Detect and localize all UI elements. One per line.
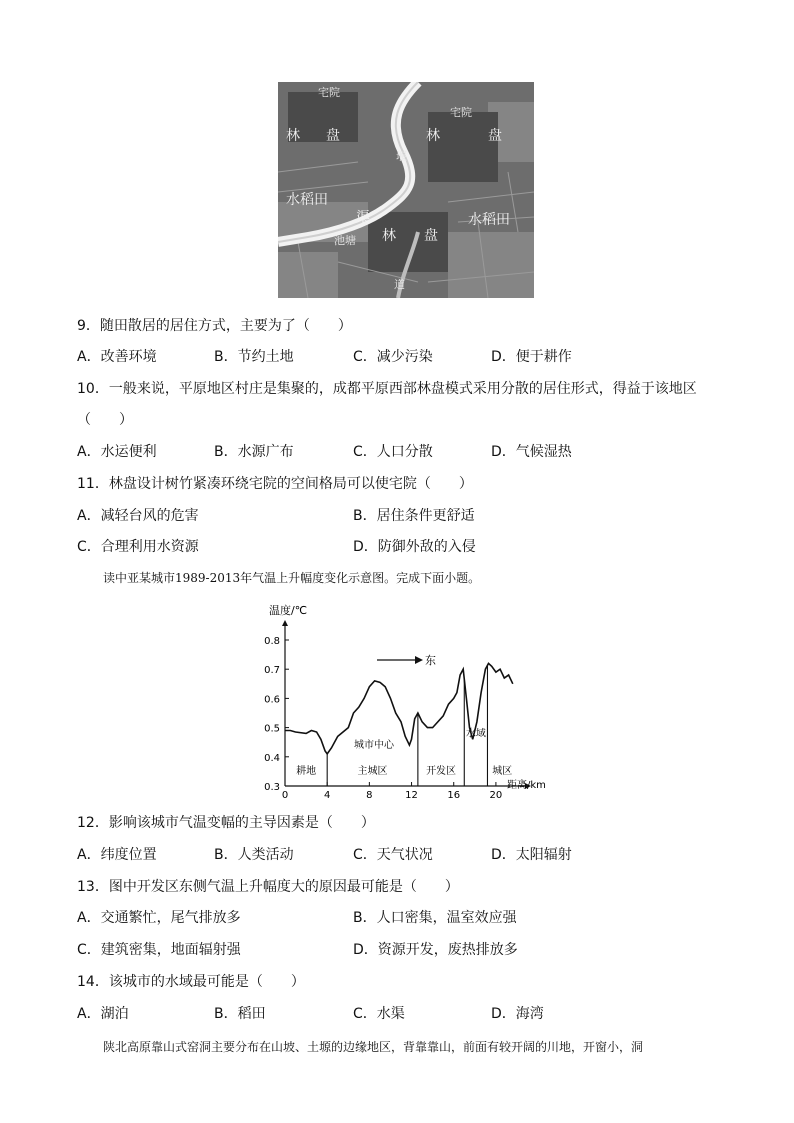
temperature-line: [285, 663, 513, 754]
q12-option-a[interactable]: A．纬度位置: [77, 847, 157, 863]
x-tick-label: 4: [323, 790, 331, 800]
q14-stem: 14．该城市的水域最可能是（ ）: [77, 974, 305, 990]
q11-stem: 11．林盘设计树竹紧凑环绕宅院的空间格局可以使宅院（ ）: [77, 476, 473, 492]
y-tick-label: 0.5: [264, 723, 280, 735]
q9-option-b[interactable]: B．节约土地: [214, 349, 294, 365]
y-tick-label: 0.6: [264, 694, 280, 706]
zone-label: 城区: [492, 766, 513, 777]
q14-option-a[interactable]: A．湖泊: [77, 1006, 129, 1022]
q10-stem-cont: （ ）: [77, 412, 133, 428]
zone-label: 开发区: [426, 766, 457, 777]
label-qu: 渠: [356, 210, 370, 226]
temperature-rise-chart: [255, 600, 555, 800]
q13-stem: 13．图中开发区东侧气温上升幅度大的原因最可能是（ ）: [77, 879, 459, 895]
q12-stem: 12．影响该城市气温变幅的主导因素是（ ）: [77, 815, 375, 831]
annotation-city-center: 城市中心: [354, 740, 394, 751]
q10-option-d[interactable]: D．气候湿热: [491, 444, 572, 460]
annotation-east: 东: [425, 654, 436, 667]
q14-option-b[interactable]: B．稻田: [214, 1006, 266, 1022]
x-tick-label: 12: [405, 790, 418, 800]
label-weir: 堰: [396, 150, 407, 163]
q11-option-d[interactable]: D．防御外敌的入侵: [353, 539, 476, 555]
q11-option-c[interactable]: C．合理利用水资源: [77, 539, 199, 555]
linpan-aerial-photo: [278, 82, 534, 298]
zone-label: 水域: [465, 728, 486, 740]
x-tick-label: 20: [489, 790, 503, 800]
q10-option-a[interactable]: A．水运便利: [77, 444, 157, 460]
q10-stem: 10．一般来说，平原地区村庄是集聚的，成都平原西部林盘模式采用分散的居住形式，得益于该地区: [77, 381, 697, 397]
q12-option-b[interactable]: B．人类活动: [214, 847, 294, 863]
q11-option-a[interactable]: A．减轻台风的危害: [77, 508, 199, 524]
q14-option-d[interactable]: D．海湾: [491, 1006, 544, 1022]
zone-label: 耕地: [296, 766, 317, 777]
label-road: 道: [394, 278, 405, 291]
label-pan-1: 盘: [326, 128, 340, 144]
x-tick-label: 8: [366, 790, 373, 800]
q13-option-d[interactable]: D．资源开发，废热排放多: [353, 942, 518, 958]
q9-option-d[interactable]: D．便于耕作: [491, 349, 572, 365]
label-lin-2: 林: [426, 128, 440, 144]
label-lin-1: 林: [286, 128, 300, 144]
q11-option-b[interactable]: B．居住条件更舒适: [353, 508, 475, 524]
q9-option-a[interactable]: A．改善环境: [77, 349, 157, 365]
label-pan-2: 盘: [488, 128, 502, 144]
label-house-2: 宅院: [450, 106, 472, 119]
q10-option-b[interactable]: B．水源广布: [214, 444, 294, 460]
q13-option-c[interactable]: C．建筑密集，地面辐射强: [77, 942, 241, 958]
x-tick-label: 0: [281, 790, 289, 800]
q9-option-c[interactable]: C．减少污染: [353, 349, 433, 365]
label-pond: 池塘: [334, 234, 356, 247]
y-tick-label: 0.4: [264, 752, 280, 764]
chart-intro-text: 读中亚某城市1989-2013年气温上升幅度变化示意图。完成下面小题。: [103, 571, 481, 585]
q14-option-c[interactable]: C．水渠: [353, 1006, 405, 1022]
next-section-intro: 陕北高原靠山式窑洞主要分布在山坡、土塬的边缘地区，背靠靠山，前面有较开阔的川地，开窗小，洞: [103, 1040, 644, 1054]
east-arrow: [377, 654, 436, 667]
label-lin-3: 林: [382, 228, 396, 244]
zone-label: 主城区: [357, 766, 388, 777]
label-house-1: 宅院: [318, 86, 340, 99]
q13-option-a[interactable]: A．交通繁忙，尾气排放多: [77, 910, 241, 926]
y-tick-label: 0.7: [264, 665, 280, 677]
label-paddy-1: 水稻田: [286, 192, 328, 208]
chart-zones: [296, 665, 512, 786]
y-axis-label: 温度/℃: [269, 604, 308, 617]
x-tick-label: 16: [447, 790, 461, 800]
y-tick-label: 0.8: [264, 636, 280, 647]
q12-option-d[interactable]: D．太阳辐射: [491, 847, 572, 863]
x-axis-label: 距离/km: [507, 780, 546, 791]
q13-option-b[interactable]: B．人口密集，温室效应强: [353, 910, 517, 926]
q12-option-c[interactable]: C．天气状况: [353, 847, 433, 863]
y-tick-label: 0.3: [264, 782, 280, 793]
chart-axes: [282, 620, 531, 789]
y-axis-arrow: [282, 620, 288, 626]
q9-stem: 9．随田散居的居住方式，主要为了（ ）: [77, 318, 352, 334]
label-pan-3: 盘: [424, 228, 438, 244]
label-paddy-2: 水稻田: [468, 212, 510, 228]
q10-option-c[interactable]: C．人口分散: [353, 444, 433, 460]
